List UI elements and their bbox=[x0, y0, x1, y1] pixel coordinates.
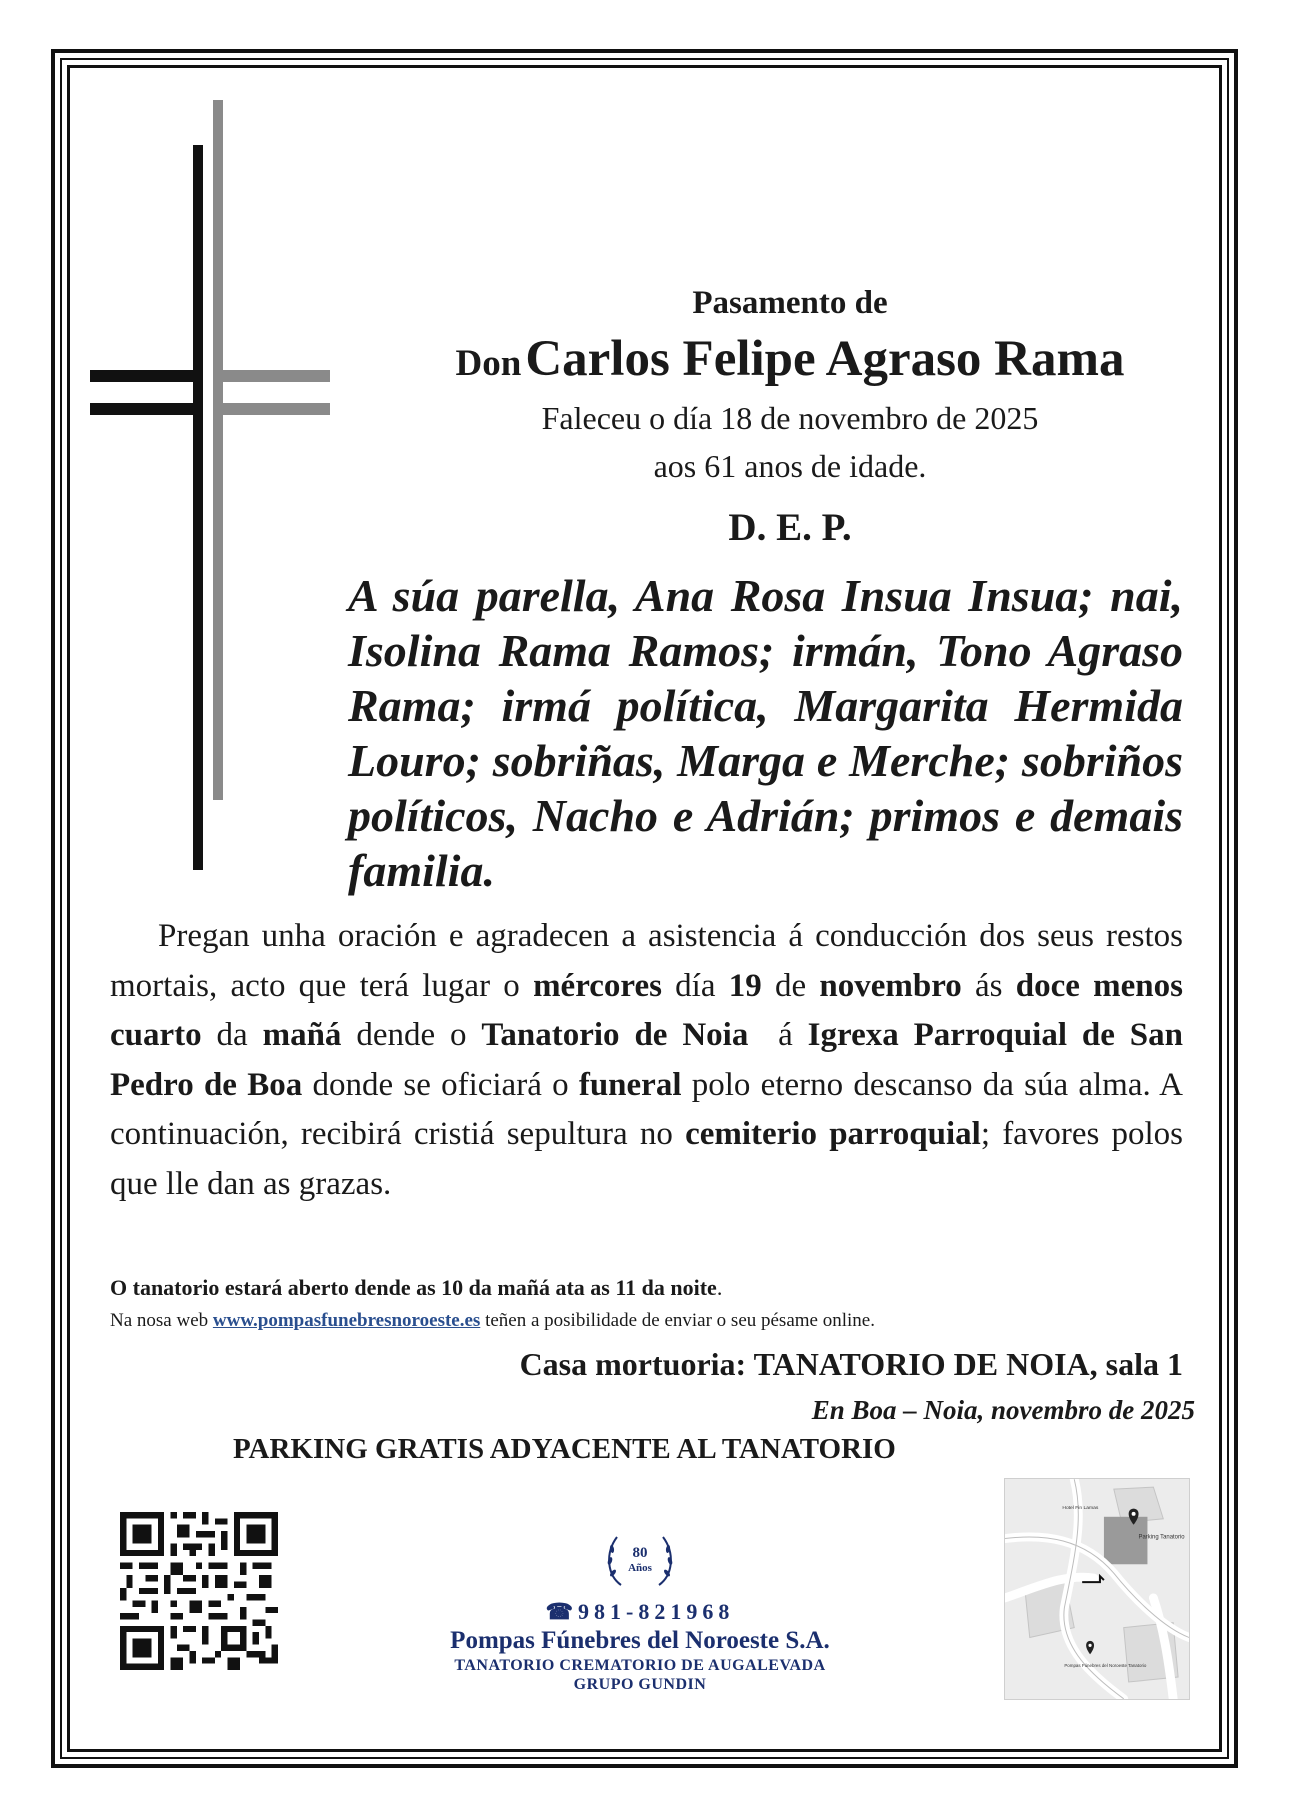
deceased-name: Carlos Felipe Agraso Rama bbox=[525, 331, 1125, 387]
family-text: A súa parella, Ana Rosa Insua Insua; nai, Isolina Rama Ramos; irmán, Tono Agraso Rama; irmá política, Margarita Hermida Louro; sobriñas, Marga e Merche; sobriños políticos, Nacho e Adrián; primos e demais familia. bbox=[348, 570, 1183, 896]
anniversary-emblem-icon bbox=[601, 1525, 679, 1591]
prayer-text: ás bbox=[961, 967, 1016, 1004]
funeral-weekday: mércores bbox=[533, 967, 662, 1004]
opening-hours bbox=[110, 1275, 722, 1301]
honorific: Don bbox=[455, 343, 522, 384]
funeral-month: novembro bbox=[819, 967, 962, 1004]
map-label-parking: Parking Tanatorio bbox=[1138, 1534, 1185, 1541]
prayer-text: ; favores polos que lle dan as grazas. bbox=[110, 1116, 1184, 1202]
company-name: Pompas Fúnebres del Noroeste S.A. bbox=[450, 1627, 830, 1654]
company-block bbox=[380, 1525, 900, 1694]
funeral-home: Casa mortuoria: TANATORIO DE NOIA, sala 1 bbox=[519, 1346, 1183, 1382]
prayer-text: polo eterno descanso da súa alma. A continuación, recibirá cristiá sepultura no bbox=[110, 1066, 1183, 1152]
web-notice bbox=[110, 1310, 875, 1332]
map-label-funeral-home: Pompas Fúnebres del Noroeste Tanatorio bbox=[1064, 1663, 1147, 1669]
phone-icon: ☎ bbox=[545, 1599, 579, 1624]
web-prefix: Na nosa web bbox=[110, 1310, 213, 1331]
emblem-text: Años bbox=[628, 1562, 652, 1574]
web-suffix: teñen a posibilidade de enviar o seu pésame online. bbox=[480, 1310, 875, 1331]
company-group: GRUPO GUNDIN bbox=[573, 1676, 707, 1693]
death-date: Faleceu o día 18 de novembro de 2025 bbox=[541, 400, 1039, 436]
prayer-text: á bbox=[748, 1017, 808, 1053]
prayer-text: da bbox=[201, 1017, 263, 1053]
company-tanatorio: TANATORIO CREMATORIO DE AUGALEVADA bbox=[454, 1657, 826, 1674]
emblem-number: 80 bbox=[632, 1545, 648, 1561]
funeral-details bbox=[110, 912, 1183, 1209]
notice-intro: Pasamento de bbox=[692, 285, 888, 321]
opening-hours-text: O tanatorio estará aberto dende as 10 da mañá ata as 11 da noite bbox=[110, 1275, 717, 1300]
map-label-hotel: Hotel Fin Lamas bbox=[1062, 1505, 1099, 1511]
phone-line bbox=[380, 1599, 900, 1625]
opening-hours-period: . bbox=[716, 1275, 723, 1300]
departure-place: Tanatorio de Noia bbox=[481, 1017, 749, 1053]
funeral-day: 19 bbox=[728, 967, 762, 1004]
qr-code[interactable] bbox=[120, 1512, 278, 1670]
website-link[interactable]: www.pompasfunebresnoroeste.es bbox=[212, 1310, 481, 1331]
service-type: funeral bbox=[578, 1066, 682, 1103]
age-at-death: aos 61 anos de idade. bbox=[653, 448, 927, 484]
prayer-text: dende o bbox=[341, 1017, 482, 1053]
prayer-text: día bbox=[661, 967, 729, 1004]
cemetery-name: cemiterio parroquial bbox=[685, 1116, 981, 1152]
prayer-text: donde se oficiará o bbox=[302, 1066, 579, 1103]
prayer-text: de bbox=[761, 967, 820, 1004]
deceased-name-line bbox=[380, 330, 1200, 388]
parking-notice: PARKING GRATIS ADYACENTE AL TANATORIO bbox=[233, 1433, 896, 1465]
phone-number[interactable]: 981-821968 bbox=[578, 1599, 735, 1624]
rip-text: D. E. P. bbox=[728, 506, 852, 549]
funeral-time-period: mañá bbox=[262, 1017, 342, 1053]
location-map[interactable] bbox=[1004, 1478, 1190, 1700]
church-name: Igrexa Parroquial de San Pedro de Boa bbox=[110, 1017, 1183, 1103]
place-date: En Boa – Noia, novembro de 2025 bbox=[811, 1395, 1195, 1425]
funeral-time: doce menos cuarto bbox=[110, 967, 1184, 1053]
prayer-text: Pregan unha oración e agradecen a asistencia á conducción dos seus restos mortais, acto que terá lugar o bbox=[110, 918, 1183, 1004]
cross-icon bbox=[90, 100, 330, 880]
